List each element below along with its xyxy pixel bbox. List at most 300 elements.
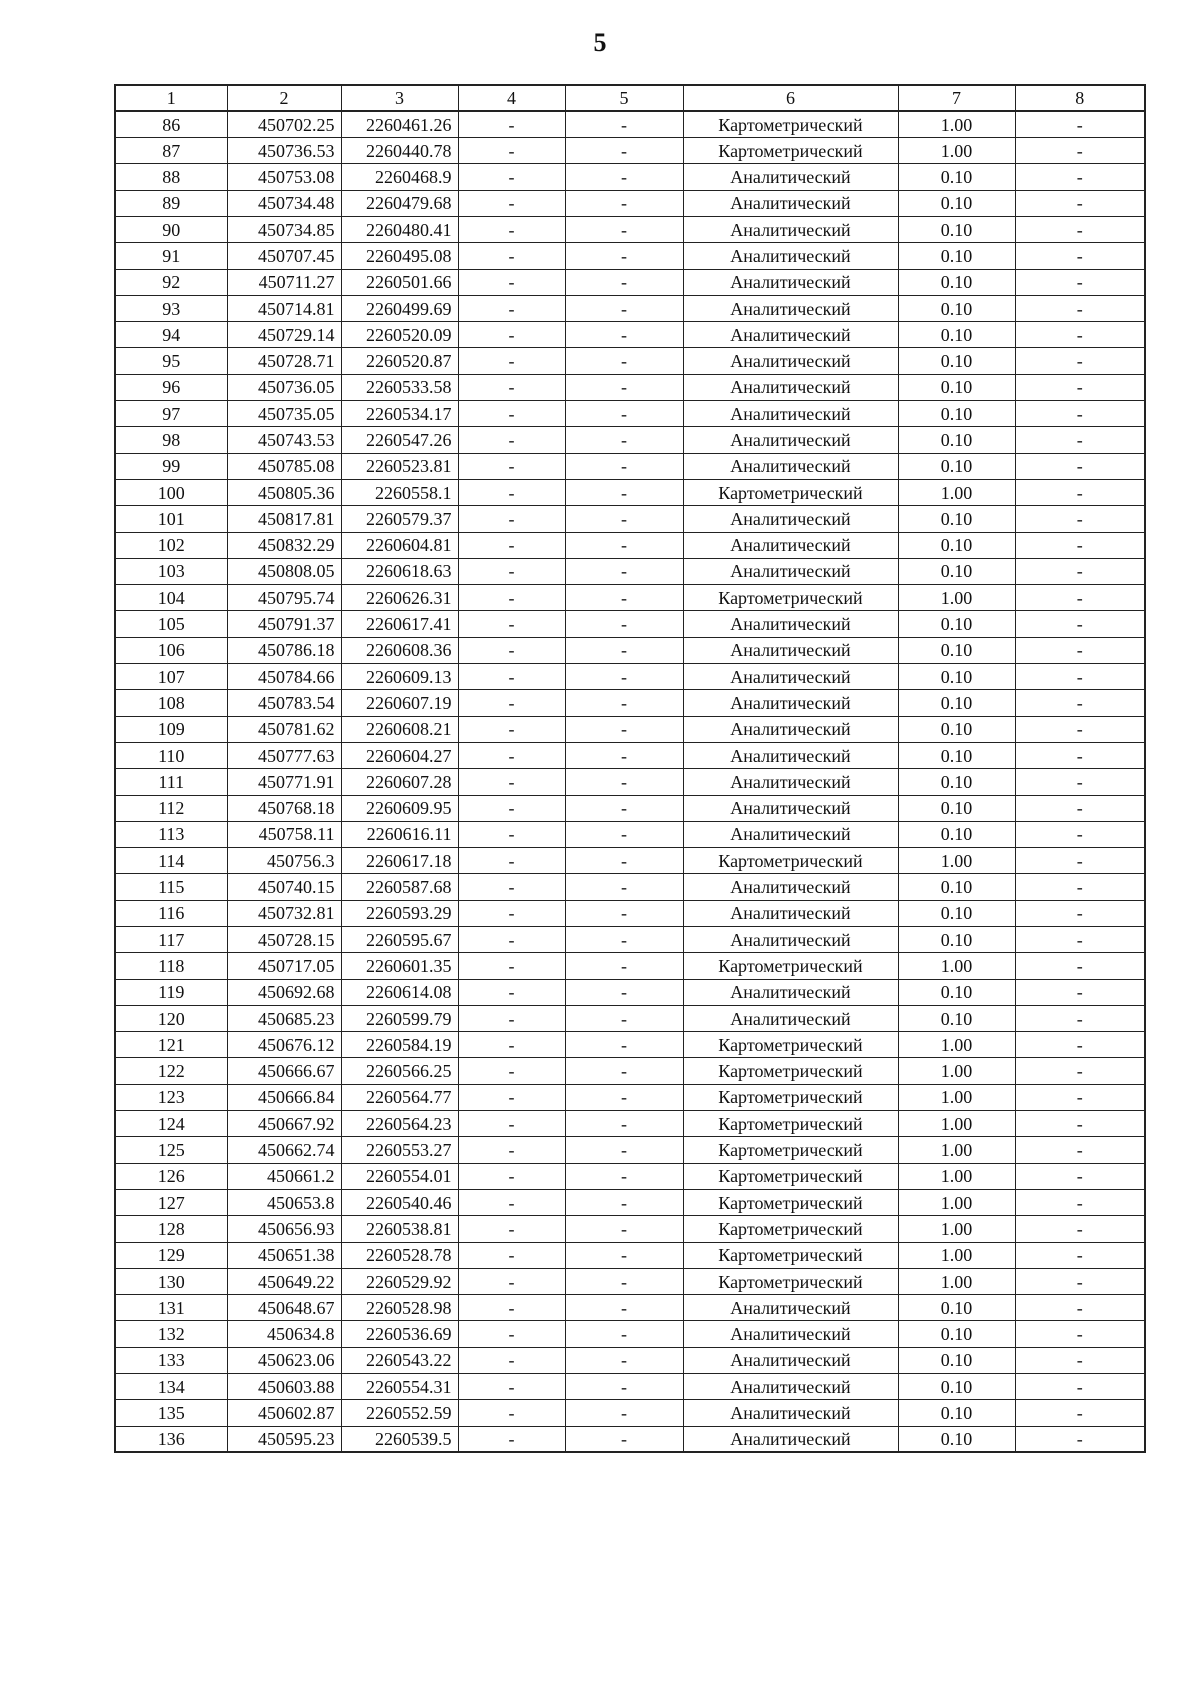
- y-coordinate-cell: 2260595.67: [341, 927, 458, 953]
- column-4-cell: -: [458, 558, 565, 584]
- accuracy-cell: 0.10: [898, 664, 1015, 690]
- method-cell: Аналитический: [683, 532, 898, 558]
- x-coordinate-cell: 450768.18: [227, 795, 341, 821]
- point-number-cell: 131: [115, 1295, 227, 1321]
- method-cell: Аналитический: [683, 1321, 898, 1347]
- table-body: [115, 85, 1145, 1452]
- column-5-cell: -: [565, 190, 683, 216]
- x-coordinate-cell: 450702.25: [227, 111, 341, 137]
- point-number-cell: 100: [115, 479, 227, 505]
- table-row: [115, 1058, 1145, 1084]
- column-5-cell: -: [565, 453, 683, 479]
- y-coordinate-cell: 2260520.87: [341, 348, 458, 374]
- x-coordinate-cell: 450753.08: [227, 164, 341, 190]
- accuracy-cell: 0.10: [898, 900, 1015, 926]
- column-5-cell: -: [565, 269, 683, 295]
- point-number-cell: 119: [115, 979, 227, 1005]
- table-row: [115, 1400, 1145, 1426]
- column-8-cell: -: [1015, 1005, 1145, 1031]
- method-cell: Аналитический: [683, 690, 898, 716]
- x-coordinate-cell: 450805.36: [227, 479, 341, 505]
- y-coordinate-cell: 2260495.08: [341, 243, 458, 269]
- accuracy-cell: 0.10: [898, 769, 1015, 795]
- accuracy-cell: 1.00: [898, 1268, 1015, 1294]
- y-coordinate-cell: 2260616.11: [341, 821, 458, 847]
- y-coordinate-cell: 2260533.58: [341, 374, 458, 400]
- column-4-cell: -: [458, 1374, 565, 1400]
- point-number-cell: 130: [115, 1268, 227, 1294]
- table-row: [115, 1426, 1145, 1452]
- table-row: [115, 716, 1145, 742]
- column-5-cell: -: [565, 848, 683, 874]
- page-number: 5: [593, 28, 607, 57]
- accuracy-cell: 0.10: [898, 795, 1015, 821]
- point-number-cell: 90: [115, 216, 227, 242]
- point-number-cell: 128: [115, 1216, 227, 1242]
- y-coordinate-cell: 2260604.27: [341, 742, 458, 768]
- column-8-cell: -: [1015, 269, 1145, 295]
- column-4-cell: -: [458, 742, 565, 768]
- point-number-cell: 89: [115, 190, 227, 216]
- point-number-cell: 114: [115, 848, 227, 874]
- point-number-cell: 117: [115, 927, 227, 953]
- column-5-cell: -: [565, 1111, 683, 1137]
- y-coordinate-cell: 2260617.41: [341, 611, 458, 637]
- point-number-cell: 113: [115, 821, 227, 847]
- y-coordinate-cell: 2260618.63: [341, 558, 458, 584]
- column-header: 3: [341, 85, 458, 111]
- table-row: [115, 111, 1145, 137]
- y-coordinate-cell: 2260523.81: [341, 453, 458, 479]
- point-number-cell: 120: [115, 1005, 227, 1031]
- column-5-cell: -: [565, 164, 683, 190]
- x-coordinate-cell: 450662.74: [227, 1137, 341, 1163]
- point-number-cell: 105: [115, 611, 227, 637]
- method-cell: Картометрический: [683, 585, 898, 611]
- table-row: [115, 295, 1145, 321]
- x-coordinate-cell: 450784.66: [227, 664, 341, 690]
- method-cell: Картометрический: [683, 1268, 898, 1294]
- column-5-cell: -: [565, 374, 683, 400]
- table-row: [115, 1216, 1145, 1242]
- y-coordinate-cell: 2260614.08: [341, 979, 458, 1005]
- column-5-cell: -: [565, 322, 683, 348]
- y-coordinate-cell: 2260608.36: [341, 637, 458, 663]
- column-8-cell: -: [1015, 848, 1145, 874]
- method-cell: Аналитический: [683, 322, 898, 348]
- accuracy-cell: 1.00: [898, 1216, 1015, 1242]
- column-4-cell: -: [458, 1321, 565, 1347]
- accuracy-cell: 0.10: [898, 1295, 1015, 1321]
- method-cell: Аналитический: [683, 1347, 898, 1373]
- point-number-cell: 111: [115, 769, 227, 795]
- point-number-cell: 129: [115, 1242, 227, 1268]
- table-row: [115, 874, 1145, 900]
- column-5-cell: -: [565, 558, 683, 584]
- column-4-cell: -: [458, 1216, 565, 1242]
- column-4-cell: -: [458, 821, 565, 847]
- column-5-cell: -: [565, 585, 683, 611]
- x-coordinate-cell: 450692.68: [227, 979, 341, 1005]
- column-8-cell: -: [1015, 742, 1145, 768]
- y-coordinate-cell: 2260547.26: [341, 427, 458, 453]
- table-row: [115, 506, 1145, 532]
- accuracy-cell: 1.00: [898, 848, 1015, 874]
- table-row: [115, 453, 1145, 479]
- column-4-cell: -: [458, 1058, 565, 1084]
- point-number-cell: 106: [115, 637, 227, 663]
- column-5-cell: -: [565, 479, 683, 505]
- accuracy-cell: 0.10: [898, 874, 1015, 900]
- accuracy-cell: 0.10: [898, 216, 1015, 242]
- y-coordinate-cell: 2260558.1: [341, 479, 458, 505]
- column-5-cell: -: [565, 532, 683, 558]
- x-coordinate-cell: 450728.71: [227, 348, 341, 374]
- column-4-cell: -: [458, 611, 565, 637]
- method-cell: Аналитический: [683, 164, 898, 190]
- x-coordinate-cell: 450649.22: [227, 1268, 341, 1294]
- y-coordinate-cell: 2260529.92: [341, 1268, 458, 1294]
- column-4-cell: -: [458, 637, 565, 663]
- point-number-cell: 94: [115, 322, 227, 348]
- x-coordinate-cell: 450685.23: [227, 1005, 341, 1031]
- accuracy-cell: 0.10: [898, 532, 1015, 558]
- x-coordinate-cell: 450783.54: [227, 690, 341, 716]
- coordinates-table: [114, 84, 1146, 1453]
- method-cell: Картометрический: [683, 111, 898, 137]
- column-5-cell: -: [565, 1268, 683, 1294]
- column-4-cell: -: [458, 479, 565, 505]
- x-coordinate-cell: 450740.15: [227, 874, 341, 900]
- column-4-cell: -: [458, 1163, 565, 1189]
- point-number-cell: 92: [115, 269, 227, 295]
- accuracy-cell: 1.00: [898, 1084, 1015, 1110]
- column-8-cell: -: [1015, 1216, 1145, 1242]
- column-5-cell: -: [565, 1058, 683, 1084]
- column-8-cell: -: [1015, 1268, 1145, 1294]
- table-row: [115, 479, 1145, 505]
- accuracy-cell: 0.10: [898, 506, 1015, 532]
- x-coordinate-cell: 450734.48: [227, 190, 341, 216]
- x-coordinate-cell: 450832.29: [227, 532, 341, 558]
- column-4-cell: -: [458, 138, 565, 164]
- column-8-cell: -: [1015, 795, 1145, 821]
- column-5-cell: -: [565, 1347, 683, 1373]
- point-number-cell: 88: [115, 164, 227, 190]
- column-8-cell: -: [1015, 979, 1145, 1005]
- column-5-cell: -: [565, 348, 683, 374]
- column-5-cell: -: [565, 111, 683, 137]
- column-5-cell: -: [565, 401, 683, 427]
- column-5-cell: -: [565, 1032, 683, 1058]
- method-cell: Аналитический: [683, 664, 898, 690]
- y-coordinate-cell: 2260538.81: [341, 1216, 458, 1242]
- y-coordinate-cell: 2260554.01: [341, 1163, 458, 1189]
- method-cell: Аналитический: [683, 637, 898, 663]
- accuracy-cell: 0.10: [898, 401, 1015, 427]
- method-cell: Аналитический: [683, 1005, 898, 1031]
- column-4-cell: -: [458, 453, 565, 479]
- x-coordinate-cell: 450791.37: [227, 611, 341, 637]
- accuracy-cell: 0.10: [898, 190, 1015, 216]
- x-coordinate-cell: 450595.23: [227, 1426, 341, 1452]
- point-number-cell: 104: [115, 585, 227, 611]
- y-coordinate-cell: 2260440.78: [341, 138, 458, 164]
- table-row: [115, 1005, 1145, 1031]
- accuracy-cell: 0.10: [898, 322, 1015, 348]
- column-4-cell: -: [458, 374, 565, 400]
- column-8-cell: -: [1015, 953, 1145, 979]
- point-number-cell: 98: [115, 427, 227, 453]
- column-5-cell: -: [565, 427, 683, 453]
- table-row: [115, 269, 1145, 295]
- column-8-cell: -: [1015, 1084, 1145, 1110]
- column-8-cell: -: [1015, 1347, 1145, 1373]
- point-number-cell: 107: [115, 664, 227, 690]
- accuracy-cell: 1.00: [898, 138, 1015, 164]
- x-coordinate-cell: 450743.53: [227, 427, 341, 453]
- column-8-cell: -: [1015, 716, 1145, 742]
- accuracy-cell: 0.10: [898, 716, 1015, 742]
- column-header: 4: [458, 85, 565, 111]
- accuracy-cell: 0.10: [898, 821, 1015, 847]
- accuracy-cell: 0.10: [898, 164, 1015, 190]
- method-cell: Аналитический: [683, 190, 898, 216]
- column-8-cell: -: [1015, 348, 1145, 374]
- point-number-cell: 122: [115, 1058, 227, 1084]
- column-4-cell: -: [458, 1268, 565, 1294]
- column-5-cell: -: [565, 821, 683, 847]
- point-number-cell: 93: [115, 295, 227, 321]
- y-coordinate-cell: 2260587.68: [341, 874, 458, 900]
- column-8-cell: -: [1015, 690, 1145, 716]
- point-number-cell: 133: [115, 1347, 227, 1373]
- x-coordinate-cell: 450795.74: [227, 585, 341, 611]
- y-coordinate-cell: 2260552.59: [341, 1400, 458, 1426]
- x-coordinate-cell: 450735.05: [227, 401, 341, 427]
- column-8-cell: -: [1015, 900, 1145, 926]
- table-row: [115, 374, 1145, 400]
- point-number-cell: 118: [115, 953, 227, 979]
- y-coordinate-cell: 2260553.27: [341, 1137, 458, 1163]
- column-8-cell: -: [1015, 558, 1145, 584]
- x-coordinate-cell: 450714.81: [227, 295, 341, 321]
- column-5-cell: -: [565, 1163, 683, 1189]
- table-row: [115, 1163, 1145, 1189]
- point-number-cell: 134: [115, 1374, 227, 1400]
- column-4-cell: -: [458, 769, 565, 795]
- point-number-cell: 124: [115, 1111, 227, 1137]
- column-5-cell: -: [565, 979, 683, 1005]
- column-5-cell: -: [565, 742, 683, 768]
- table-row: [115, 953, 1145, 979]
- y-coordinate-cell: 2260626.31: [341, 585, 458, 611]
- method-cell: Аналитический: [683, 216, 898, 242]
- x-coordinate-cell: 450817.81: [227, 506, 341, 532]
- y-coordinate-cell: 2260554.31: [341, 1374, 458, 1400]
- table-row: [115, 848, 1145, 874]
- method-cell: Аналитический: [683, 716, 898, 742]
- y-coordinate-cell: 2260607.19: [341, 690, 458, 716]
- column-4-cell: -: [458, 164, 565, 190]
- column-8-cell: -: [1015, 927, 1145, 953]
- column-4-cell: -: [458, 532, 565, 558]
- point-number-cell: 126: [115, 1163, 227, 1189]
- column-5-cell: -: [565, 1137, 683, 1163]
- table-row: [115, 585, 1145, 611]
- method-cell: Аналитический: [683, 348, 898, 374]
- accuracy-cell: 0.10: [898, 1426, 1015, 1452]
- column-4-cell: -: [458, 401, 565, 427]
- accuracy-cell: 1.00: [898, 1242, 1015, 1268]
- point-number-cell: 103: [115, 558, 227, 584]
- column-4-cell: -: [458, 1032, 565, 1058]
- method-cell: Картометрический: [683, 1189, 898, 1215]
- point-number-cell: 86: [115, 111, 227, 137]
- table-row: [115, 1295, 1145, 1321]
- x-coordinate-cell: 450666.67: [227, 1058, 341, 1084]
- column-8-cell: -: [1015, 295, 1145, 321]
- column-8-cell: -: [1015, 1189, 1145, 1215]
- table-row: [115, 900, 1145, 926]
- method-cell: Аналитический: [683, 243, 898, 269]
- table-row: [115, 1242, 1145, 1268]
- x-coordinate-cell: 450623.06: [227, 1347, 341, 1373]
- x-coordinate-cell: 450785.08: [227, 453, 341, 479]
- column-8-cell: -: [1015, 769, 1145, 795]
- y-coordinate-cell: 2260528.98: [341, 1295, 458, 1321]
- table-row: [115, 1111, 1145, 1137]
- column-8-cell: -: [1015, 821, 1145, 847]
- y-coordinate-cell: 2260593.29: [341, 900, 458, 926]
- column-5-cell: -: [565, 506, 683, 532]
- table-row: [115, 1137, 1145, 1163]
- method-cell: Аналитический: [683, 927, 898, 953]
- x-coordinate-cell: 450711.27: [227, 269, 341, 295]
- y-coordinate-cell: 2260608.21: [341, 716, 458, 742]
- column-5-cell: -: [565, 1321, 683, 1347]
- column-4-cell: -: [458, 111, 565, 137]
- column-8-cell: -: [1015, 611, 1145, 637]
- y-coordinate-cell: 2260609.95: [341, 795, 458, 821]
- table-row: [115, 795, 1145, 821]
- table-row: [115, 1032, 1145, 1058]
- point-number-cell: 97: [115, 401, 227, 427]
- x-coordinate-cell: 450736.53: [227, 138, 341, 164]
- table-row: [115, 190, 1145, 216]
- accuracy-cell: 0.10: [898, 927, 1015, 953]
- column-8-cell: -: [1015, 1242, 1145, 1268]
- method-cell: Аналитический: [683, 1295, 898, 1321]
- point-number-cell: 135: [115, 1400, 227, 1426]
- column-4-cell: -: [458, 716, 565, 742]
- method-cell: Аналитический: [683, 1374, 898, 1400]
- column-4-cell: -: [458, 900, 565, 926]
- method-cell: Аналитический: [683, 295, 898, 321]
- column-header: 1: [115, 85, 227, 111]
- point-number-cell: 101: [115, 506, 227, 532]
- method-cell: Картометрический: [683, 1242, 898, 1268]
- table-row: [115, 927, 1145, 953]
- table-row: [115, 1084, 1145, 1110]
- y-coordinate-cell: 2260564.23: [341, 1111, 458, 1137]
- x-coordinate-cell: 450781.62: [227, 716, 341, 742]
- method-cell: Аналитический: [683, 742, 898, 768]
- column-4-cell: -: [458, 216, 565, 242]
- table-row: [115, 742, 1145, 768]
- column-5-cell: -: [565, 1426, 683, 1452]
- column-4-cell: -: [458, 427, 565, 453]
- column-4-cell: -: [458, 295, 565, 321]
- table-row: [115, 216, 1145, 242]
- column-4-cell: -: [458, 874, 565, 900]
- column-5-cell: -: [565, 795, 683, 821]
- x-coordinate-cell: 450728.15: [227, 927, 341, 953]
- table-row: [115, 637, 1145, 663]
- table-row: [115, 979, 1145, 1005]
- point-number-cell: 112: [115, 795, 227, 821]
- point-number-cell: 136: [115, 1426, 227, 1452]
- column-5-cell: -: [565, 1242, 683, 1268]
- point-number-cell: 91: [115, 243, 227, 269]
- table-row: [115, 821, 1145, 847]
- column-header: 8: [1015, 85, 1145, 111]
- accuracy-cell: 0.10: [898, 558, 1015, 584]
- accuracy-cell: 0.10: [898, 690, 1015, 716]
- column-5-cell: -: [565, 716, 683, 742]
- column-4-cell: -: [458, 506, 565, 532]
- point-number-cell: 95: [115, 348, 227, 374]
- table-row: [115, 664, 1145, 690]
- accuracy-cell: 0.10: [898, 1005, 1015, 1031]
- column-8-cell: -: [1015, 1374, 1145, 1400]
- method-cell: Картометрический: [683, 138, 898, 164]
- accuracy-cell: 0.10: [898, 427, 1015, 453]
- y-coordinate-cell: 2260528.78: [341, 1242, 458, 1268]
- column-header: 6: [683, 85, 898, 111]
- x-coordinate-cell: 450602.87: [227, 1400, 341, 1426]
- point-number-cell: 132: [115, 1321, 227, 1347]
- column-5-cell: -: [565, 611, 683, 637]
- accuracy-cell: 1.00: [898, 1058, 1015, 1084]
- accuracy-cell: 0.10: [898, 453, 1015, 479]
- column-4-cell: -: [458, 664, 565, 690]
- point-number-cell: 123: [115, 1084, 227, 1110]
- y-coordinate-cell: 2260520.09: [341, 322, 458, 348]
- column-4-cell: -: [458, 585, 565, 611]
- method-cell: Аналитический: [683, 821, 898, 847]
- method-cell: Картометрический: [683, 953, 898, 979]
- column-8-cell: -: [1015, 1137, 1145, 1163]
- column-5-cell: -: [565, 243, 683, 269]
- accuracy-cell: 1.00: [898, 1111, 1015, 1137]
- method-cell: Аналитический: [683, 374, 898, 400]
- x-coordinate-cell: 450634.8: [227, 1321, 341, 1347]
- column-8-cell: -: [1015, 374, 1145, 400]
- column-4-cell: -: [458, 848, 565, 874]
- x-coordinate-cell: 450651.38: [227, 1242, 341, 1268]
- method-cell: Картометрический: [683, 1032, 898, 1058]
- column-8-cell: -: [1015, 1032, 1145, 1058]
- column-5-cell: -: [565, 637, 683, 663]
- x-coordinate-cell: 450734.85: [227, 216, 341, 242]
- column-5-cell: -: [565, 1189, 683, 1215]
- point-number-cell: 99: [115, 453, 227, 479]
- column-8-cell: -: [1015, 532, 1145, 558]
- method-cell: Аналитический: [683, 874, 898, 900]
- column-8-cell: -: [1015, 664, 1145, 690]
- point-number-cell: 110: [115, 742, 227, 768]
